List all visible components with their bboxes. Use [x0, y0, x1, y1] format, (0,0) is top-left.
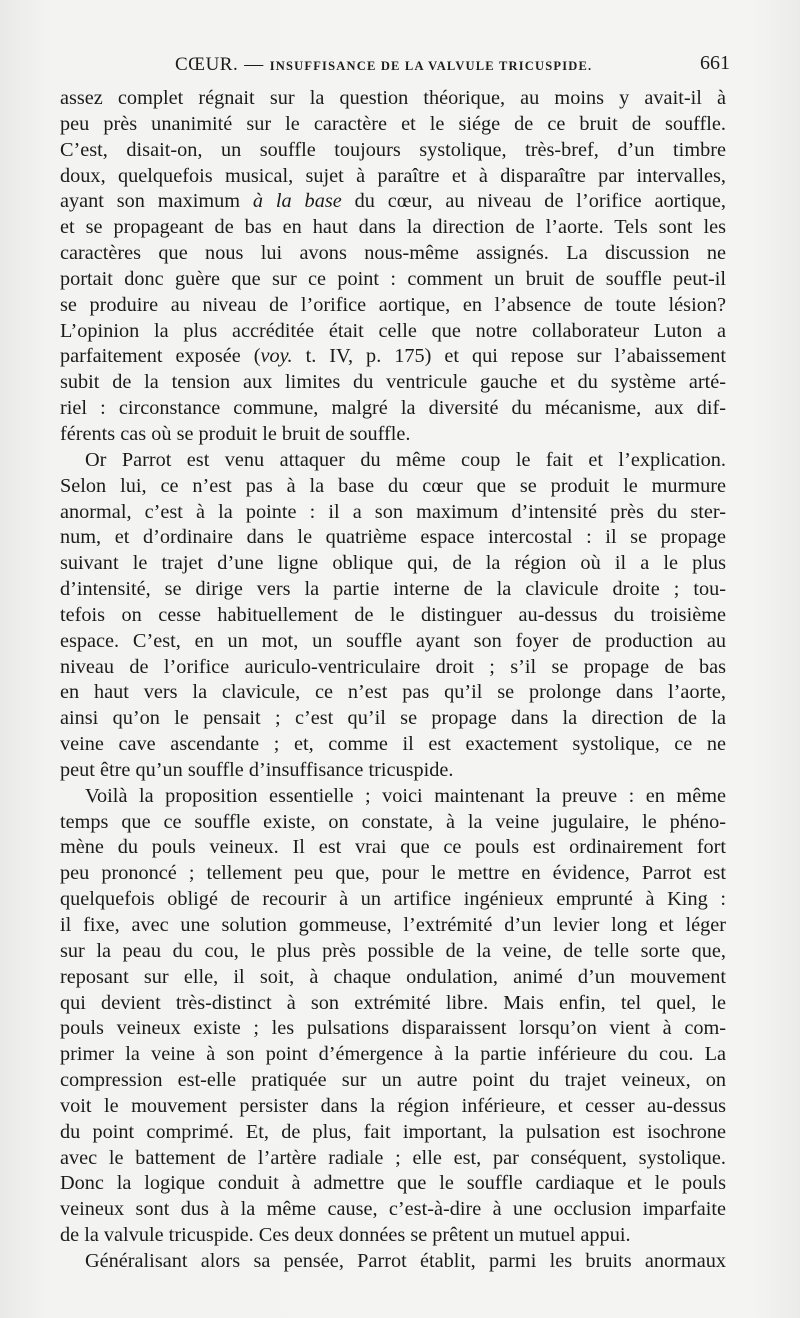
text-run: suivant le trajet d’une ligne oblique qui, de la région où il a le plus	[60, 552, 726, 575]
text-line	[60, 448, 726, 474]
header-title: CŒUR.	[175, 54, 239, 75]
text-run: t. IV, p. 175) et qui repose sur l’abaissement	[305, 345, 726, 368]
text-run: caractères que nous lui avons nous-même assignés. La discussion ne	[60, 242, 726, 265]
text-run: parfaitement exposée (	[60, 345, 261, 368]
header-dash: —	[244, 54, 264, 75]
text-run: Selon lui, ce n’est pas à la base du cœur que se produit le murmure	[60, 474, 726, 497]
text-line	[60, 86, 726, 112]
text-run: avec le battement de l’artère radiale ; elle est, par conséquent, systolique.	[60, 1146, 726, 1169]
text-line	[60, 189, 726, 215]
text-run: et se propageant de bas en haut dans la direction de l’aorte. Tels sont les	[60, 216, 726, 239]
text-run: qui devient très-distinct à son extrémité libre. Mais enfin, tel quel, le	[60, 991, 726, 1014]
text-run: d’intensité, se dirige vers la partie interne de la clavicule droite ; tou-	[60, 578, 726, 601]
text-line	[60, 293, 726, 319]
text-run: compression est-elle pratiquée sur un autre point du trajet veineux, on	[60, 1069, 726, 1092]
text-run: ayant son maximum	[60, 190, 241, 213]
text-line	[60, 991, 726, 1017]
text-line	[60, 913, 726, 939]
header-title-group	[175, 54, 592, 76]
text-run: mène du pouls veineux. Il est vrai que ce pouls est ordinairement fort	[60, 836, 726, 859]
text-line	[60, 1197, 726, 1223]
text-line	[60, 577, 726, 603]
body-text	[60, 86, 726, 1275]
text-line	[60, 500, 726, 526]
text-run: se produire au niveau de l’orifice aortique, en l’absence de toute lésion?	[60, 293, 726, 316]
text-line	[60, 1016, 726, 1042]
text-run: peu prononcé ; tellement peu que, pour le mettre en évidence, Parrot est	[60, 862, 726, 885]
text-line	[60, 939, 726, 965]
text-run: peu près unanimité sur le caractère et le siége de ce bruit de souffle.	[60, 112, 726, 135]
text-run: anormal, c’est à la pointe : il a son maximum d’intensité près du ster-	[60, 500, 726, 523]
page-number: 661	[700, 52, 730, 74]
text-line	[60, 551, 726, 577]
text-line	[60, 164, 726, 190]
text-run: primer la veine à son point d’émergence à la partie inférieure du cou. La	[60, 1043, 726, 1066]
text-line	[60, 629, 726, 655]
text-run: ainsi qu’on le pensait ; c’est qu’il se propage dans la direction de la	[60, 707, 726, 730]
text-line	[60, 835, 726, 861]
text-run: espace. C’est, en un mot, un souffle ayant son foyer de production au	[60, 629, 726, 652]
text-line	[60, 603, 726, 629]
text-line	[60, 758, 726, 784]
text-line	[60, 1042, 726, 1068]
text-run: subit de la tension aux limites du ventricule gauche et du système arté-	[60, 371, 726, 394]
text-run: veine cave ascendante ; et, comme il est exactement systolique, ce ne	[60, 733, 726, 756]
text-line	[60, 112, 726, 138]
text-line	[60, 319, 726, 345]
text-run: de la valvule tricuspide. Ces deux données se prêtent un mutuel appui.	[60, 1224, 631, 1247]
text-run: C’est, disait-on, un souffle toujours systolique, très-bref, d’un timbre	[60, 138, 726, 161]
text-line	[60, 422, 726, 448]
text-line	[60, 215, 726, 241]
running-header	[60, 52, 730, 82]
text-run: pouls veineux existe ; les pulsations disparaissent lorsqu’on vient à com-	[60, 1017, 726, 1040]
text-run: quelquefois obligé de recourir à un artifice ingénieux emprunté à King :	[60, 888, 726, 911]
text-run: riel : circonstance commune, malgré la diversité du mécanisme, aux dif-	[60, 397, 726, 420]
text-run: tefois on cesse habituellement de le distinguer au-dessus du troisième	[60, 603, 726, 626]
text-line	[60, 474, 726, 500]
text-run: peut être qu’un souffle d’insuffisance tricuspide.	[60, 758, 454, 781]
text-line	[60, 784, 726, 810]
text-line	[60, 810, 726, 836]
text-line	[60, 861, 726, 887]
italic-run: voy.	[260, 345, 293, 368]
text-line	[60, 706, 726, 732]
text-line	[60, 1171, 726, 1197]
text-run: doux, quelquefois musical, sujet à paraître et à disparaître par intervalles,	[60, 164, 726, 187]
text-line	[60, 1120, 726, 1146]
text-line	[60, 1068, 726, 1094]
text-line	[60, 525, 726, 551]
text-run: reposant sur elle, il soit, à chaque ondulation, animé d’un mouvement	[60, 965, 726, 988]
text-run: férents cas où se produit le bruit de souffle.	[60, 422, 411, 445]
text-line	[60, 655, 726, 681]
text-line	[60, 241, 726, 267]
text-run: Donc la logique conduit à admettre que le souffle cardiaque et le pouls	[60, 1172, 726, 1195]
italic-run: à la base	[252, 190, 342, 213]
text-line	[60, 1249, 726, 1275]
header-subtitle: INSUFFISANCE DE LA VALVULE TRICUSPIDE.	[269, 59, 593, 73]
text-run: niveau de l’orifice auriculo-ventriculaire droit ; s’il se propage de bas	[60, 655, 726, 678]
text-run: portait donc guère que sur ce point : comment un bruit de souffle peut-il	[60, 267, 726, 290]
text-line	[60, 887, 726, 913]
text-run: veineux sont dus à la même cause, c’est-à-dire à une occlusion imparfaite	[60, 1198, 726, 1221]
text-run: en haut vers la clavicule, ce n’est pas qu’il se prolonge dans l’aorte,	[60, 681, 726, 704]
text-line	[60, 732, 726, 758]
text-line	[60, 1146, 726, 1172]
text-run: sur la peau du cou, le plus près possible de la veine, de telle sorte que,	[60, 939, 726, 962]
text-run: Or Parrot est venu attaquer du même coup le fait et l’explication.	[85, 448, 726, 471]
text-line	[60, 370, 726, 396]
text-line	[60, 396, 726, 422]
text-run: L’opinion la plus accréditée était celle que notre collaborateur Luton a	[60, 319, 726, 342]
text-run: il fixe, avec une solution gommeuse, l’extrémité d’un levier long et léger	[60, 914, 726, 936]
text-line	[60, 344, 726, 370]
text-run: du point comprimé. Et, de plus, fait important, la pulsation est isochrone	[60, 1120, 726, 1143]
text-line	[60, 1223, 726, 1249]
text-run: du cœur, au niveau de l’orifice aortique,	[354, 190, 726, 213]
text-run: num, et d’ordinaire dans le quatrième espace intercostal : il se propage	[60, 526, 726, 549]
text-line	[60, 965, 726, 991]
text-run: temps que ce souffle existe, on constate, à la veine jugulaire, le phéno-	[60, 810, 726, 833]
text-run: Voilà la proposition essentielle ; voici maintenant la preuve : en même	[85, 784, 726, 807]
text-run: Généralisant alors sa pensée, Parrot établit, parmi les bruits anormaux	[85, 1249, 726, 1272]
text-line	[60, 138, 726, 164]
text-run: voit le mouvement persister dans la région inférieure, et cesser au-dessus	[60, 1094, 726, 1117]
text-line	[60, 267, 726, 293]
text-run: assez complet régnait sur la question théorique, au moins y avait-il à	[60, 87, 726, 109]
text-line	[60, 680, 726, 706]
text-line	[60, 1094, 726, 1120]
